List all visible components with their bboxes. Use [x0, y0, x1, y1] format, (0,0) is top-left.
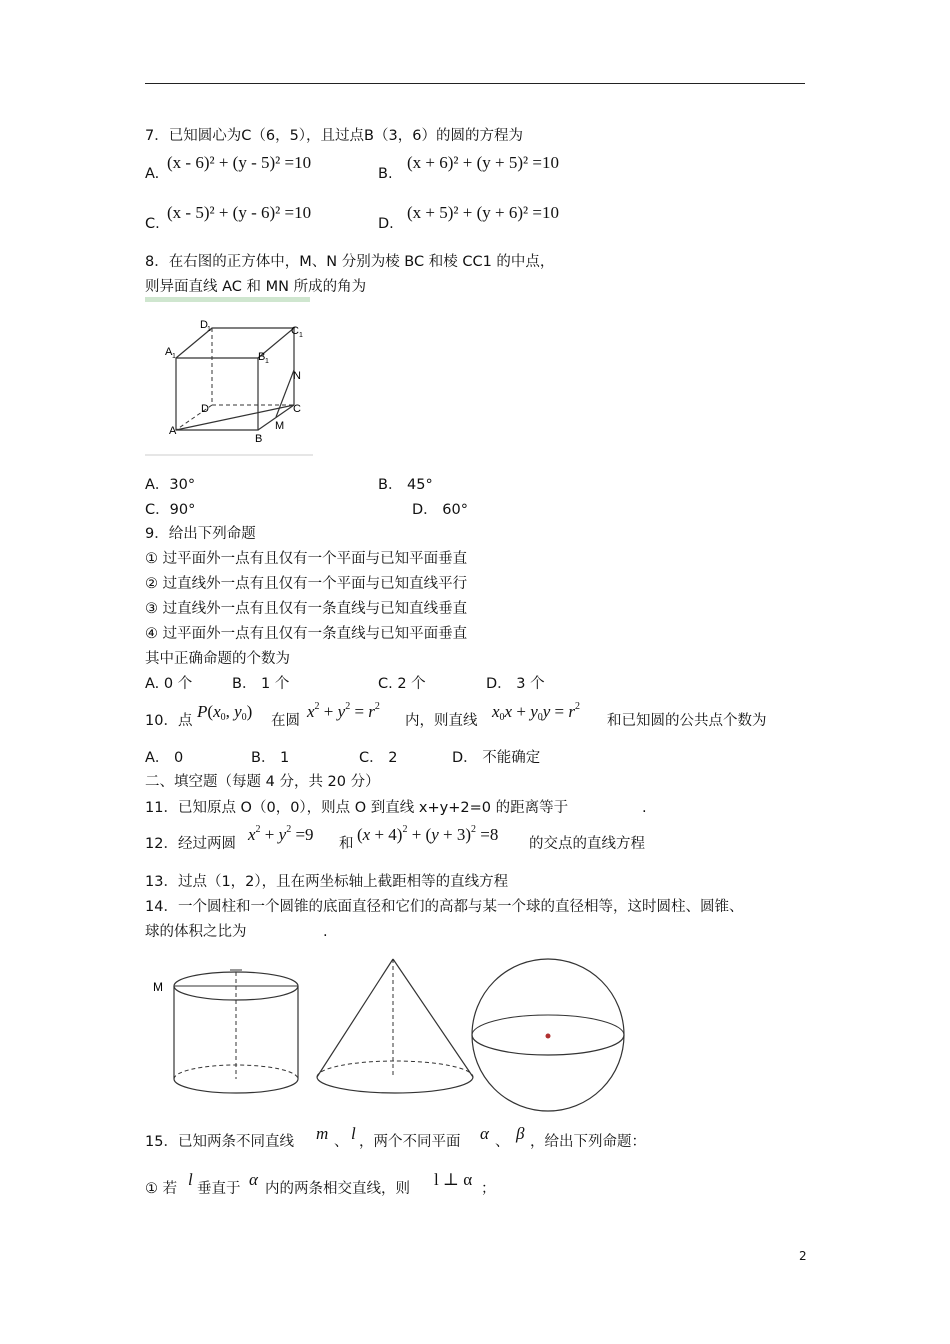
- label-a1: A: [165, 346, 173, 358]
- q9-item-2: ② 过直线外一点有且仅有一个平面与已知直线平行: [145, 576, 468, 592]
- sphere-shape: [472, 959, 624, 1111]
- cylinder-shape: [153, 970, 298, 1093]
- label-m: M: [275, 420, 285, 432]
- q15-sep-2: 、: [495, 1134, 510, 1150]
- q15-number: 15．已知两条不同直线: [145, 1134, 294, 1150]
- q10-mid: 内，则直线: [405, 713, 478, 729]
- section-2-heading: 二、填空题（每题 4 分，共 20 分）: [145, 774, 380, 790]
- header-rule: [145, 83, 805, 84]
- q8-stem-line1: 8．在右图的正方体中，M、N 分别为棱 BC 和棱 CC1 的中点，: [145, 254, 555, 270]
- q15-tail: ，给出下列命题：: [530, 1134, 646, 1150]
- q9-item-4: ④ 过平面外一点有且仅有一条直线与已知平面垂直: [145, 626, 468, 642]
- q8-option-c: C．90°: [145, 502, 196, 518]
- label-n: N: [293, 370, 301, 382]
- q7-option-a-label: A.: [145, 166, 160, 182]
- label-c1: C: [291, 325, 299, 337]
- label-d: D: [201, 403, 209, 415]
- q14-line-2: 球的体积之比为: [145, 924, 247, 940]
- cone-shape: [317, 959, 473, 1093]
- q15-plane-alpha: α: [480, 1124, 489, 1143]
- q7-option-c-equation: (x - 5)² + (y - 6)² =10: [167, 203, 312, 222]
- q9-item-3: ③ 过直线外一点有且仅有一条直线与已知直线垂直: [145, 601, 468, 617]
- q7-option-b-equation: (x + 6)² + (y + 5)² =10: [407, 153, 559, 172]
- q9-ask: 其中正确命题的个数为: [145, 651, 290, 667]
- label-b1-sub: 1: [265, 358, 269, 365]
- q15-item1-end: ；: [481, 1181, 496, 1197]
- label-a: A: [169, 425, 177, 437]
- q15-item1-mid: 内的两条相交直线，则: [265, 1181, 410, 1197]
- q11-text: 11．已知原点 O（0，0），则点 O 到直线 x+y+2=0 的距离等于: [145, 800, 569, 816]
- q9-stem: 9．给出下列命题: [145, 526, 256, 542]
- q9-option-b: B． 1 个: [232, 676, 290, 692]
- q12-circle-1: $x^2 + y^2 =9$: [248, 824, 314, 844]
- q12-tail: 的交点的直线方程: [529, 836, 645, 852]
- q10-point-p: $P(x_0$, $y_0$): [197, 702, 253, 723]
- q15-plane-beta: β: [516, 1124, 525, 1143]
- label-d1-sub: 1: [207, 326, 211, 333]
- q12-circle-2: $(x + 4)^2 + (y + 3)^2 =8$: [357, 824, 499, 844]
- q12-number: 12．经过两圆: [145, 836, 236, 852]
- q9-option-a: A. 0 个: [145, 676, 193, 692]
- q11-end: .: [642, 800, 647, 816]
- label-c: C: [293, 403, 301, 415]
- q15-line-m: m: [316, 1124, 329, 1143]
- label-a1-sub: 1: [172, 353, 176, 360]
- q9-item-1: ① 过平面外一点有且仅有一个平面与已知平面垂直: [145, 551, 468, 567]
- q14-line-1: 14．一个圆柱和一个圆锥的底面直径和它们的高都与某一个球的直径相等，这时圆柱、圆锥、: [145, 899, 744, 915]
- q15-item1-conclusion: l ⊥ α: [434, 1170, 473, 1189]
- q9-option-c: C. 2 个: [378, 676, 426, 692]
- q7-option-a-equation: (x - 6)² + (y - 5)² =10: [167, 153, 312, 172]
- q8-option-a: A．30°: [145, 477, 196, 493]
- q10-line-equation: $x_0x + y_0y = r^2$: [492, 701, 580, 723]
- q10-tail: 和已知圆的公共点个数为: [607, 713, 767, 729]
- q7-stem: 7．已知圆心为C（6，5），且过点B（3，6）的圆的方程为: [145, 128, 523, 144]
- q15-mid: ，两个不同平面: [359, 1134, 461, 1150]
- label-b: B: [255, 433, 263, 445]
- q15-item1-start: ① 若: [145, 1181, 178, 1197]
- label-c1-sub: 1: [299, 332, 303, 339]
- q10-number: 10．点: [145, 713, 193, 729]
- q8-option-d: D． 60°: [412, 502, 468, 518]
- cube-figure: [145, 310, 315, 460]
- q7-option-d-label: D.: [378, 216, 394, 232]
- q10-option-d: D． 不能确定: [452, 750, 541, 766]
- q13-text: 13．过点（1，2），且在两坐标轴上截距相等的直线方程: [145, 874, 509, 890]
- q15-sep-1: 、: [334, 1134, 349, 1150]
- q10-circle-equation: $x^2 + y^2 = r^2$: [307, 701, 380, 721]
- label-b1: B: [258, 351, 266, 363]
- q7-option-d-equation: (x + 5)² + (y + 6)² =10: [407, 203, 559, 222]
- cylinder-label-m: M: [153, 980, 163, 994]
- q12-and: 和: [339, 836, 354, 852]
- q15-item1-perp: 垂直于: [197, 1181, 241, 1197]
- q15-line-l: l: [351, 1124, 356, 1143]
- q15-item1-alpha: α: [249, 1170, 258, 1189]
- q14-end: .: [323, 924, 328, 940]
- q10-option-a: A． 0: [145, 750, 184, 766]
- label-d1: D: [200, 319, 208, 331]
- page-number: 2: [799, 1249, 807, 1263]
- q10-in-circle: 在圆: [271, 713, 300, 729]
- q8-option-b: B． 45°: [378, 477, 433, 493]
- q8-stem-line2: 则异面直线 AC 和 MN 所成的角为: [145, 279, 367, 295]
- q10-option-b: B． 1: [251, 750, 290, 766]
- highlight-bar: [145, 297, 310, 302]
- solids-figure: [145, 955, 635, 1115]
- q9-option-d: D． 3 个: [486, 676, 545, 692]
- q10-option-c: C． 2: [359, 750, 398, 766]
- q7-option-c-label: C.: [145, 216, 160, 232]
- q7-option-b-label: B.: [378, 166, 393, 182]
- q15-item1-l: l: [188, 1170, 193, 1189]
